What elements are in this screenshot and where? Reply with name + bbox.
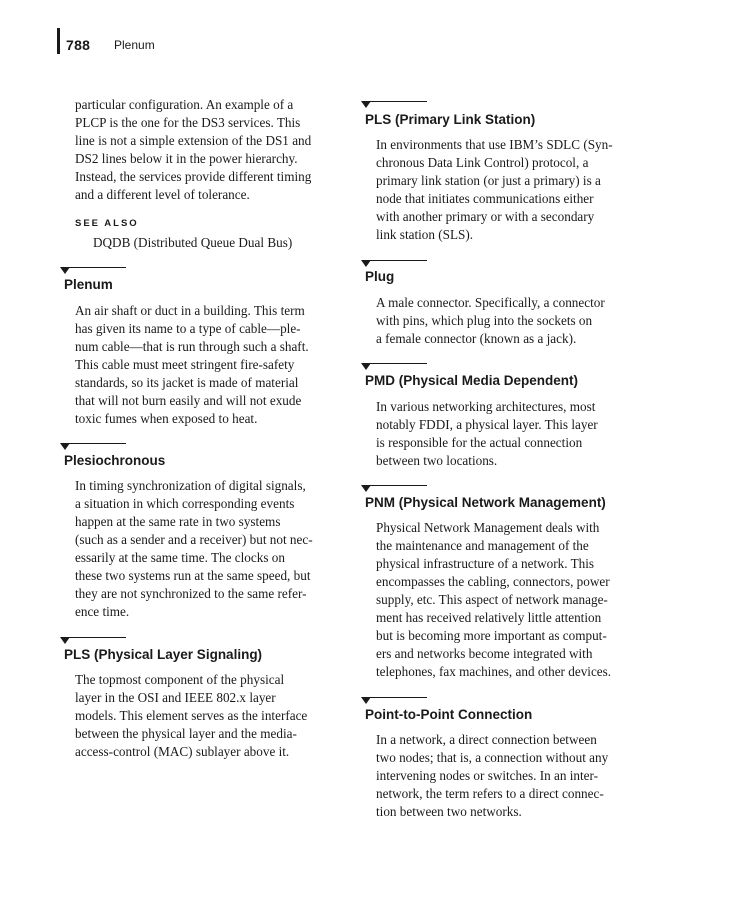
entry-marker (60, 637, 126, 645)
text-line: num cable—that is run through such a shaft. (75, 339, 309, 354)
entry-body-point-to-point-connection (376, 731, 608, 821)
entry-title-pls-primary-link-station: PLS (Primary Link Station) (365, 112, 536, 127)
text-line: network, the term refers to a direct connec- (376, 786, 604, 801)
text-line: standards, so its jacket is made of material (75, 375, 299, 390)
text-line: particular configuration. An example of a (75, 97, 294, 112)
text-line: physical infrastructure of a network. This (376, 556, 595, 571)
text-line: An air shaft or duct in a building. This term (75, 303, 305, 318)
entry-body-plenum (75, 302, 309, 428)
see-also-label: SEE ALSO (75, 218, 139, 229)
text-line: a female connector (known as a jack). (376, 331, 577, 346)
text-line: DS2 lines below it in the power hierarchy. (75, 151, 298, 166)
text-line: telephones, fax machines, and other devices. (376, 664, 612, 679)
entry-marker (361, 260, 427, 268)
text-line: layer in the OSI and IEEE 802.x layer (75, 690, 276, 705)
triangle-marker-icon (361, 363, 371, 370)
text-line: and a different level of tolerance. (75, 187, 250, 202)
entry-marker (60, 443, 126, 451)
text-line: In various networking architectures, most (376, 399, 596, 414)
triangle-marker-icon (361, 697, 371, 704)
text-line: supply, etc. This aspect of network manage- (376, 592, 608, 607)
text-line: these two systems run at the same speed, but (75, 568, 311, 583)
triangle-marker-icon (60, 637, 70, 644)
text-line: In environments that use IBM’s SDLC (Syn- (376, 137, 613, 152)
text-line: The topmost component of the physical (75, 672, 285, 687)
entry-title-pnm: PNM (Physical Network Management) (365, 495, 606, 510)
text-line: with pins, which plug into the sockets on (376, 313, 593, 328)
text-line: but is becoming more important as comput- (376, 628, 607, 643)
text-line: A male connector. Specifically, a connector (376, 295, 605, 310)
text-line: between two locations. (376, 453, 498, 468)
running-head: Plenum (114, 38, 155, 52)
continuation-paragraph (75, 96, 311, 204)
text-line: they are not synchronized to the same refer- (75, 586, 307, 601)
text-line: is responsible for the actual connection (376, 435, 583, 450)
text-line: models. This element serves as the interface (75, 708, 308, 723)
entry-marker (361, 485, 427, 493)
entry-body-pmd (376, 398, 598, 470)
triangle-marker-icon (60, 267, 70, 274)
triangle-marker-icon (361, 260, 371, 267)
text-line: In timing synchronization of digital signals, (75, 478, 306, 493)
text-line: tion between two networks. (376, 804, 522, 819)
text-line: that will not burn easily and will not exude (75, 393, 302, 408)
entry-marker (60, 267, 126, 275)
text-line: the maintenance and management of the (376, 538, 589, 553)
entry-title-pls-physical-layer-signaling: PLS (Physical Layer Signaling) (64, 647, 263, 662)
text-line: happen at the same rate in two systems (75, 514, 281, 529)
entry-body-pnm (376, 519, 611, 681)
text-line: essarily at the same time. The clocks on (75, 550, 285, 565)
text-line: has given its name to a type of cable—ple- (75, 321, 301, 336)
entry-body-plesiochronous (75, 477, 313, 621)
text-line: ment has received relatively little attention (376, 610, 602, 625)
text-line: node that initiates communications either (376, 191, 594, 206)
text-line: primary link station (or just a primary) is a (376, 173, 601, 188)
see-also-reference: DQDB (Distributed Queue Dual Bus) (93, 235, 293, 250)
text-line: link station (SLS). (376, 227, 474, 242)
triangle-marker-icon (60, 443, 70, 450)
text-line: chronous Data Link Control) protocol, a (376, 155, 589, 170)
text-line: intervening nodes or switches. In an inter- (376, 768, 599, 783)
text-line: with another primary or with a secondary (376, 209, 595, 224)
text-line: two nodes; that is, a connection without any (376, 750, 609, 765)
text-line: line is not a simple extension of the DS1 and (75, 133, 312, 148)
text-line: between the physical layer and the media- (75, 726, 297, 741)
entry-marker (361, 363, 427, 371)
header-rule (57, 28, 60, 54)
triangle-marker-icon (361, 101, 371, 108)
text-line: This cable must meet stringent fire-safety (75, 357, 295, 372)
text-line: ers and networks become integrated with (376, 646, 593, 661)
entry-body-plug (376, 294, 605, 348)
entry-title-pmd: PMD (Physical Media Dependent) (365, 373, 579, 388)
entry-title-plesiochronous: Plesiochronous (64, 453, 166, 468)
entry-title-point-to-point-connection: Point-to-Point Connection (365, 707, 533, 722)
text-line: a situation in which corresponding events (75, 496, 295, 511)
entry-title-plug: Plug (365, 269, 395, 284)
text-line: access-control (MAC) sublayer above it. (75, 744, 290, 759)
entry-body-pls-physical-layer-signaling (75, 671, 307, 761)
text-line: Instead, the services provide different timing (75, 169, 312, 184)
entry-title-plenum: Plenum (64, 277, 113, 292)
text-line: PLCP is the one for the DS3 services. This (75, 115, 301, 130)
text-line: In a network, a direct connection between (376, 732, 597, 747)
text-line: encompasses the cabling, connectors, power (376, 574, 610, 589)
text-line: (such as a sender and a receiver) but not nec- (75, 532, 313, 547)
text-line: ence time. (75, 604, 130, 619)
text-line: Physical Network Management deals with (376, 520, 600, 535)
triangle-marker-icon (361, 485, 371, 492)
text-line: notably FDDI, a physical layer. This layer (376, 417, 598, 432)
entry-marker (361, 697, 427, 705)
entry-marker (361, 101, 427, 109)
page-number: 788 (66, 37, 91, 53)
text-line: toxic fumes when exposed to heat. (75, 411, 258, 426)
entry-body-pls-primary-link-station (376, 136, 613, 244)
